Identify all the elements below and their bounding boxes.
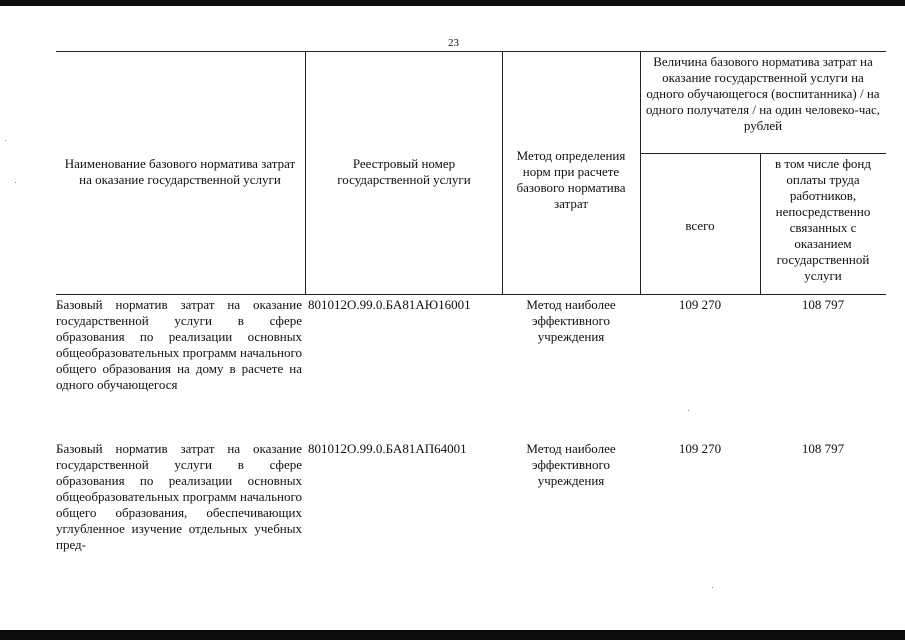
row-total: 109 270 [678,441,722,456]
header-value-group: Величина базового норматива затрат на оказание государственной услуги на одного обучающегося (воспитанника) / на одного получателя / на один человеко-час, рублей [645,54,881,133]
table-header-bottom-border [56,294,886,295]
column-divider-2 [502,51,503,295]
table-top-border [56,51,886,52]
row-payroll: 108 797 [801,297,845,312]
row-method: Метод наиболее эффективного учреждения [526,297,616,344]
column-divider-4 [760,153,761,295]
row-name: Базовый норматив затрат на оказание государственной услуги в сфере образования по реализации основных общеобразовательных программ начального общего образования на дому в расчете на одного обучающегося [56,297,302,392]
scan-speck [5,140,6,141]
scan-speck [688,410,689,411]
header-method: Метод определения норм при расчете базового норматива затрат [516,148,626,211]
row-total: 109 270 [678,297,722,312]
scan-border-bottom [0,630,905,640]
page-number: 23 [448,37,459,49]
column-divider-3 [640,51,641,295]
scan-speck [15,182,16,183]
header-total: всего [685,218,715,233]
scan-border-top [0,0,905,6]
table-subheader-divider [640,153,886,154]
column-divider-1 [305,51,306,295]
header-payroll: в том числе фонд оплаты труда работников, непосредственно связанных с оказанием государственной услуги [775,156,871,283]
header-registry: Реестровый номер государственной услуги [337,156,471,187]
header-name: Наименование базового норматива затрат на оказание государственной услуги [64,156,296,187]
row-registry: 801012О.99.0.БА81АЮ16001 [308,297,471,312]
row-name: Базовый норматив затрат на оказание государственной услуги в сфере образования по реализации основных общеобразовательных программ начального общего образования, обеспечивающих углубленное изучение отдельных учебных пред- [56,441,302,552]
row-registry: 801012О.99.0.БА81АП64001 [308,441,467,456]
row-method: Метод наиболее эффективного учреждения [526,441,616,488]
row-payroll: 108 797 [801,441,845,456]
scan-speck [712,587,713,588]
